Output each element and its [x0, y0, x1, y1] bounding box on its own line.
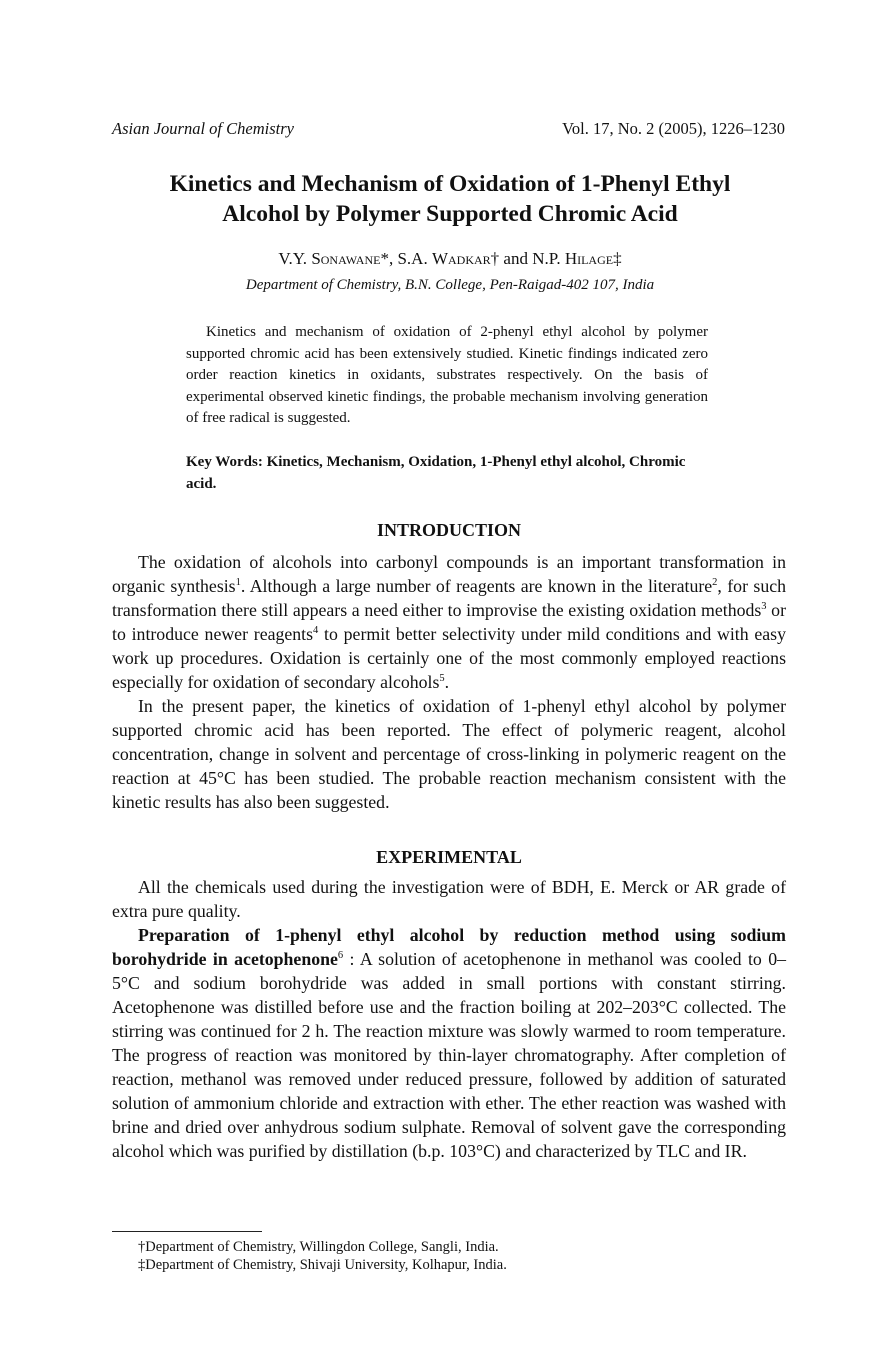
keywords-label: Key Words: — [186, 454, 267, 470]
intro-text-b: . Although a large number of reagents are known in the literature — [240, 576, 713, 596]
paper-title — [100, 169, 800, 229]
keywords — [186, 452, 708, 495]
intro-text-c: , for such transformation there still appears a need either to improvise the existing oxidation methods — [112, 576, 786, 620]
experimental-paragraph-2 — [112, 923, 786, 1163]
preparation-text: : A solution of acetophenone in methanol was cooled to 0–5°C and sodium borohydride was added in small portions with constant stirring. Acetophenone was distilled before use and the fraction boiling at 202–203°C collected. The stirring was continued for 2 h. The reaction mixture was slowly warmed to room temperature. The progress of reaction was monitored by thin-layer chromatography. After completion of reaction, methanol was removed under reduced pressure, followed by addition of saturated solution of ammonium chloride and extraction with ether. The ether reaction was washed with brine and dried over anhydrous sodium sulphate. Removal of solvent gave the corresponding alcohol which was purified by distillation (b.p. 103°C) and characterized by TLC and IR. — [112, 949, 786, 1161]
journal-name: Asian Journal of Chemistry — [112, 119, 294, 138]
introduction-paragraph-2: In the present paper, the kinetics of oxidation of 1-phenyl ethyl alcohol by polymer supported chromic acid has been reported. The effect of polymeric reagent, alcohol concentration, change in solvent and percentage of cross-linking in polymeric reagent on the reaction at 45°C has been studied. The probable reaction mechanism consistent with the kinetic results has also been suggested. — [112, 696, 786, 812]
intro-text-a: The oxidation of alcohols into carbonyl compounds is an important transformation in organic synthesis — [112, 552, 786, 596]
keywords-text: Kinetics, Mechanism, Oxidation, 1-Phenyl ethyl alcohol, Chromic acid. — [186, 454, 686, 492]
author-1-initials: V.Y. — [278, 249, 312, 268]
author-1-surname: Sonawane — [311, 249, 381, 268]
footnote-1: †Department of Chemistry, Willingdon College, Sangli, India. — [138, 1239, 499, 1255]
citation-ref: 2 — [712, 577, 718, 589]
footnote-2: ‡Department of Chemistry, Shivaji University, Kolhapur, India. — [138, 1257, 507, 1273]
citation-ref: 4 — [313, 625, 319, 637]
author-1-mark: *, — [380, 249, 398, 268]
author-3-surname: Hilage — [564, 249, 614, 268]
footnote-rule — [112, 1231, 262, 1232]
author-2-initials: S.A. — [397, 249, 432, 268]
citation-ref: 5 — [439, 673, 445, 685]
title-line-1: Kinetics and Mechanism of Oxidation of 1-Phenyl Ethyl — [169, 171, 731, 197]
author-3-initials: N.P. — [532, 249, 565, 268]
author-list — [100, 249, 800, 269]
citation-ref: 3 — [761, 601, 767, 613]
experimental-body — [112, 875, 786, 1163]
introduction-body — [112, 550, 786, 814]
author-2-surname: Wadkar — [431, 249, 491, 268]
author-2-mark: † and — [490, 249, 533, 268]
intro-text-d: or to introduce newer reagents — [112, 600, 786, 644]
preparation-heading: Preparation of 1-phenyl ethyl alcohol by reduction method using sodium borohydride in acetophenone — [112, 925, 786, 969]
citation-ref: 1 — [235, 577, 241, 589]
author-3-mark: ‡ — [613, 249, 622, 268]
introduction-paragraph-1 — [112, 550, 786, 694]
intro-text-e: to permit better selectivity under mild conditions and with easy work up procedures. Oxidation is certainly one of the most commonly employed reactions especially for oxidation of secondary alcohols — [112, 624, 786, 692]
experimental-paragraph-1: All the chemicals used during the investigation were of BDH, E. Merck or AR grade of extra pure quality. — [112, 877, 786, 921]
citation-ref: 6 — [337, 950, 344, 962]
experimental-heading: EXPERIMENTAL — [376, 847, 522, 867]
affiliation: Department of Chemistry, B.N. College, Pen-Raigad-402 107, India — [245, 277, 655, 293]
introduction-heading: INTRODUCTION — [376, 520, 522, 540]
volume-info: Vol. 17, No. 2 (2005), 1226–1230 — [562, 119, 785, 138]
title-line-2: Alcohol by Polymer Supported Chromic Acid — [222, 201, 678, 227]
intro-text-f: . — [444, 672, 450, 692]
abstract: Kinetics and mechanism of oxidation of 2-phenyl ethyl alcohol by polymer supported chromic acid has been extensively studied. Kinetic findings indicated zero order reaction kinetics in oxidants, substrates respectively. On the basis of experimental observed kinetic findings, the probable mechanism involving generation of free radical is suggested. — [186, 324, 708, 426]
